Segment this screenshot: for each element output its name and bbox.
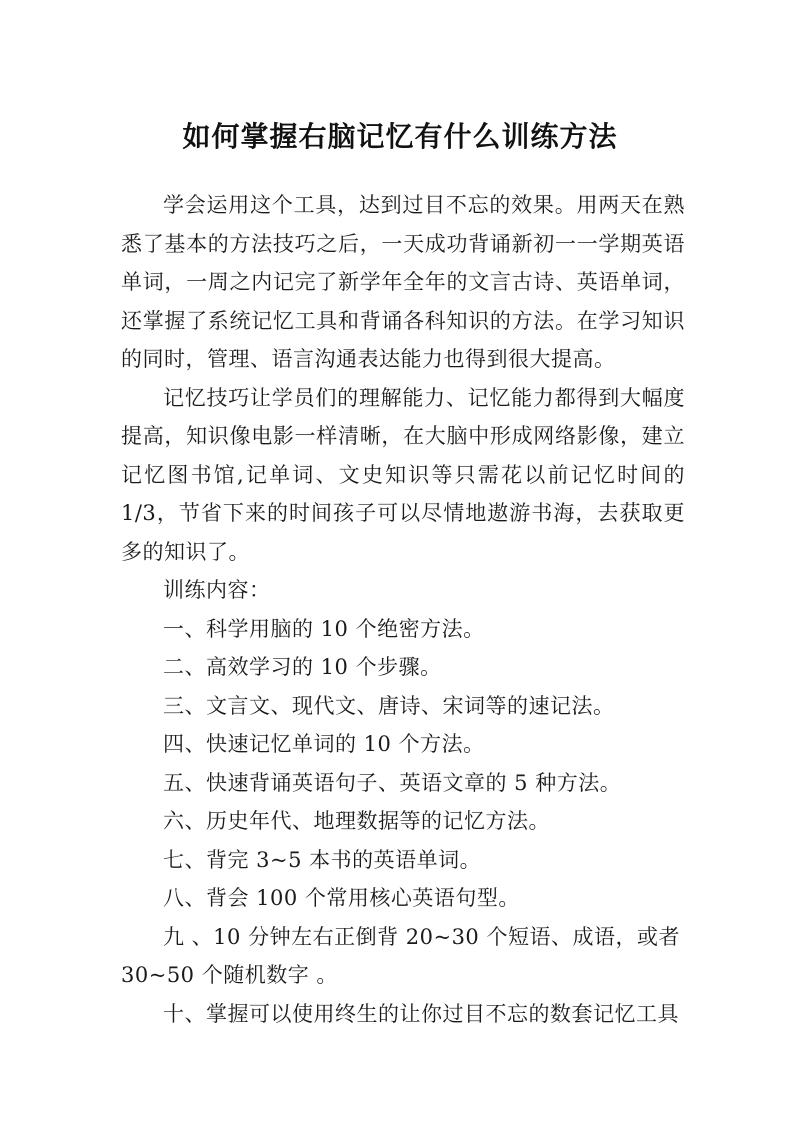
list-item-1: 一、科学用脑的 10 个绝密方法。 (163, 616, 485, 641)
list-item-9: 九 、10 分钟左右正倒背 20~30 个短语、成语，或者 30~50 个随机数字 。 (121, 924, 680, 987)
document-body (121, 186, 685, 1033)
list-item-5: 五、快速背诵英语句子、英语文章的 5 种方法。 (163, 770, 622, 795)
list-item-2: 二、高效学习的 10 个步骤。 (163, 655, 442, 679)
section-label: 训练内容： (163, 578, 271, 602)
list-item-4: 四、快速记忆单词的 10 个方法。 (163, 732, 485, 756)
list-item-10: 十、掌握可以使用终生的让你过目不忘的数套记忆工具 (163, 1001, 679, 1026)
list-item-3: 三、文言文、现代文、唐诗、宋词等的速记法。 (163, 693, 615, 718)
list-item-6: 六、历史年代、地理数据等的记忆方法。 (163, 809, 550, 833)
list-item-8: 八、背会 100 个常用核心英语句型。 (163, 886, 520, 910)
page-title: 如何掌握右脑记忆有什么训练方法 (182, 119, 618, 153)
paragraph-1: 学会运用这个工具，达到过目不忘的效果。用两天在熟悉了基本的方法技巧之后，一天成功背诵新初一一学期英语单词，一周之内记完了新学年全年的文言古诗、英语单词，还掌握了系统记忆工具和背诵各科知识的方法。在学习知识的同时，管理、语言沟通表达能力也得到很大提高。 (121, 193, 685, 371)
list-item-7: 七、背完 3~5 本书的英语单词。 (163, 847, 482, 872)
paragraph-2: 记忆技巧让学员们的理解能力、记忆能力都得到大幅度提高，知识像电影一样清晰，在大脑中形成网络影像，建立记忆图书馆,记单词、文史知识等只需花以前记忆时间的1/3，节省下来的时间孩子可以尽情地遨游书海，去获取更多的知识了。 (121, 385, 685, 564)
